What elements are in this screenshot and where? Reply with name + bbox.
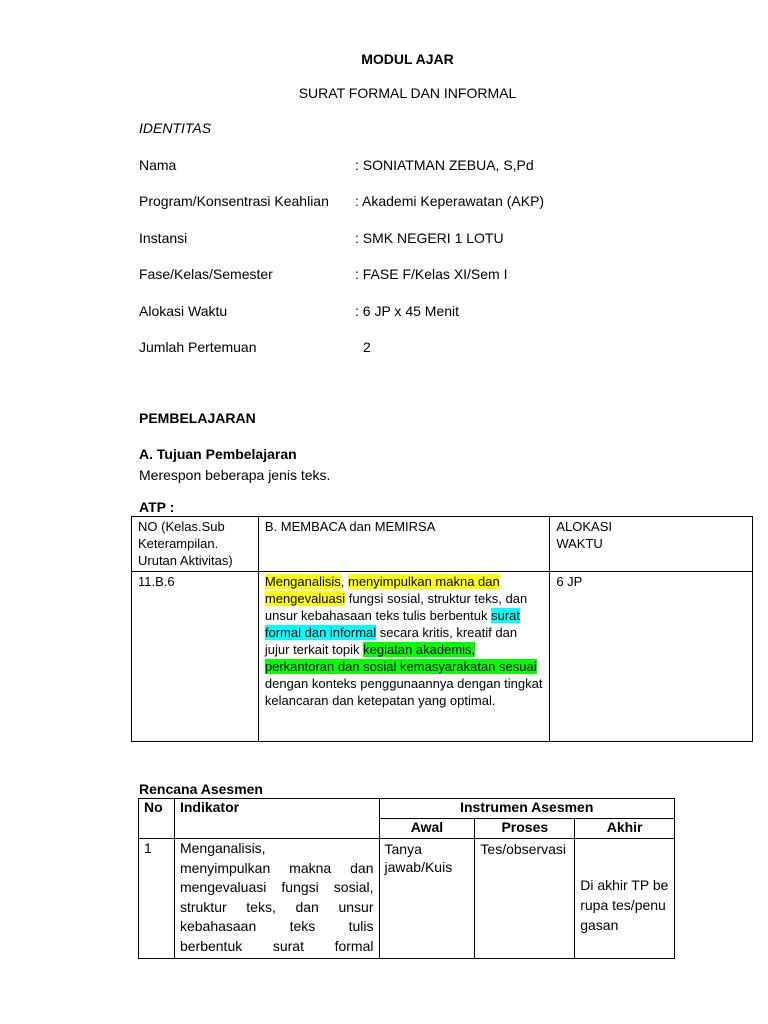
indikator-line: menyimpulkan makna dan: [179, 859, 374, 876]
atp-cell-desc: [258, 572, 549, 742]
rencana-heading: Rencana Asesmen: [139, 781, 263, 797]
doc-title: MODUL AJAR: [361, 51, 454, 67]
asesmen-header-akhir: Akhir: [575, 819, 675, 839]
identitas-label-instansi: Instansi: [139, 230, 188, 246]
indikator-line: struktur teks, dan unsur: [179, 898, 374, 915]
identitas-value-instansi: : SMK NEGERI 1 LOTU: [355, 230, 504, 246]
atp-header-waktu: ALOKASI WAKTU: [550, 517, 753, 572]
indikator-line: berbentuk surat formal: [179, 937, 374, 954]
highlight-yellow-2: menyimpulkan makna dan mengevaluasi: [264, 574, 500, 606]
asesmen-header-row: [139, 799, 675, 819]
asesmen-cell-indikator: [174, 839, 379, 959]
atp-table: [131, 516, 753, 742]
identitas-label-pertemuan: Jumlah Pertemuan: [139, 339, 257, 355]
atp-cell-no: 11.B.6: [132, 572, 259, 742]
identitas-label-nama: Nama: [139, 157, 177, 173]
identitas-value-nama: : SONIATMAN ZEBUA, S,Pd: [355, 157, 534, 173]
asesmen-cell-no: 1: [139, 839, 175, 959]
asesmen-header-indikator: Indikator: [174, 799, 379, 839]
identitas-value-alokasi: : 6 JP x 45 Menit: [355, 303, 460, 319]
pembelajaran-heading: PEMBELAJARAN: [139, 410, 256, 426]
atp-header-no: NO (Kelas.Sub Keterampilan. Urutan Aktivitas): [132, 517, 259, 572]
highlight-green: kegiatan akademis, perkantoran dan sosial kemasyarakatan sesuai: [264, 642, 537, 674]
doc-subtitle: SURAT FORMAL DAN INFORMAL: [298, 85, 517, 101]
identitas-heading: IDENTITAS: [139, 120, 212, 136]
indikator-line: Menganalisis,: [179, 840, 266, 856]
indikator-line: mengevaluasi fungsi sosial,: [179, 879, 374, 895]
atp-label: ATP :: [139, 499, 175, 515]
asesmen-cell-awal: Tanya jawab/Kuis: [379, 839, 475, 959]
desc-text-2: fungsi sosial, struktur teks, dan unsur kebahasaan teks tulis berbentuk: [264, 591, 528, 623]
highlight-yellow-1: Menganalisis: [264, 574, 341, 589]
atp-row: [132, 572, 753, 742]
identitas-label-program: Program/Konsentrasi Keahlian: [139, 193, 329, 209]
identitas-label-fase: Fase/Kelas/Semester: [139, 266, 273, 282]
asesmen-header-no: No: [139, 799, 175, 839]
identitas-value-fase: : FASE F/Kelas XI/Sem I: [355, 266, 508, 282]
highlight-cyan: surat formal dan informal: [264, 608, 520, 640]
asesmen-header-proses: Proses: [475, 819, 575, 839]
tujuan-heading: A. Tujuan Pembelajaran: [139, 446, 297, 462]
asesmen-row: [139, 839, 675, 959]
asesmen-header-instrumen: Instrumen Asesmen: [379, 799, 675, 819]
desc-text-4: dengan konteks penggunaannya dengan tingkat kelancaran dan ketepatan yang optimal.: [264, 676, 543, 708]
atp-header-membaca: B. MEMBACA dan MEMIRSA: [258, 517, 549, 572]
atp-cell-waktu: 6 JP: [550, 572, 753, 742]
atp-header-row: [132, 517, 753, 572]
tujuan-text: Merespon beberapa jenis teks.: [139, 467, 331, 483]
asesmen-cell-akhir: Di akhir TP berupa tes/penugasan: [575, 839, 675, 959]
asesmen-header-awal: Awal: [379, 819, 475, 839]
desc-text-1: ,: [340, 574, 348, 589]
asesmen-cell-proses: Tes/observasi: [475, 839, 575, 959]
identitas-value-program: : Akademi Keperawatan (AKP): [355, 193, 545, 209]
identitas-value-pertemuan: 2: [363, 339, 371, 355]
indikator-line: kebahasaan teks tulis: [179, 918, 374, 934]
desc-text-3: secara kritis, kreatif dan jujur terkait topik: [264, 625, 518, 657]
identitas-label-alokasi: Alokasi Waktu: [139, 303, 228, 319]
asesmen-table: [138, 798, 675, 959]
